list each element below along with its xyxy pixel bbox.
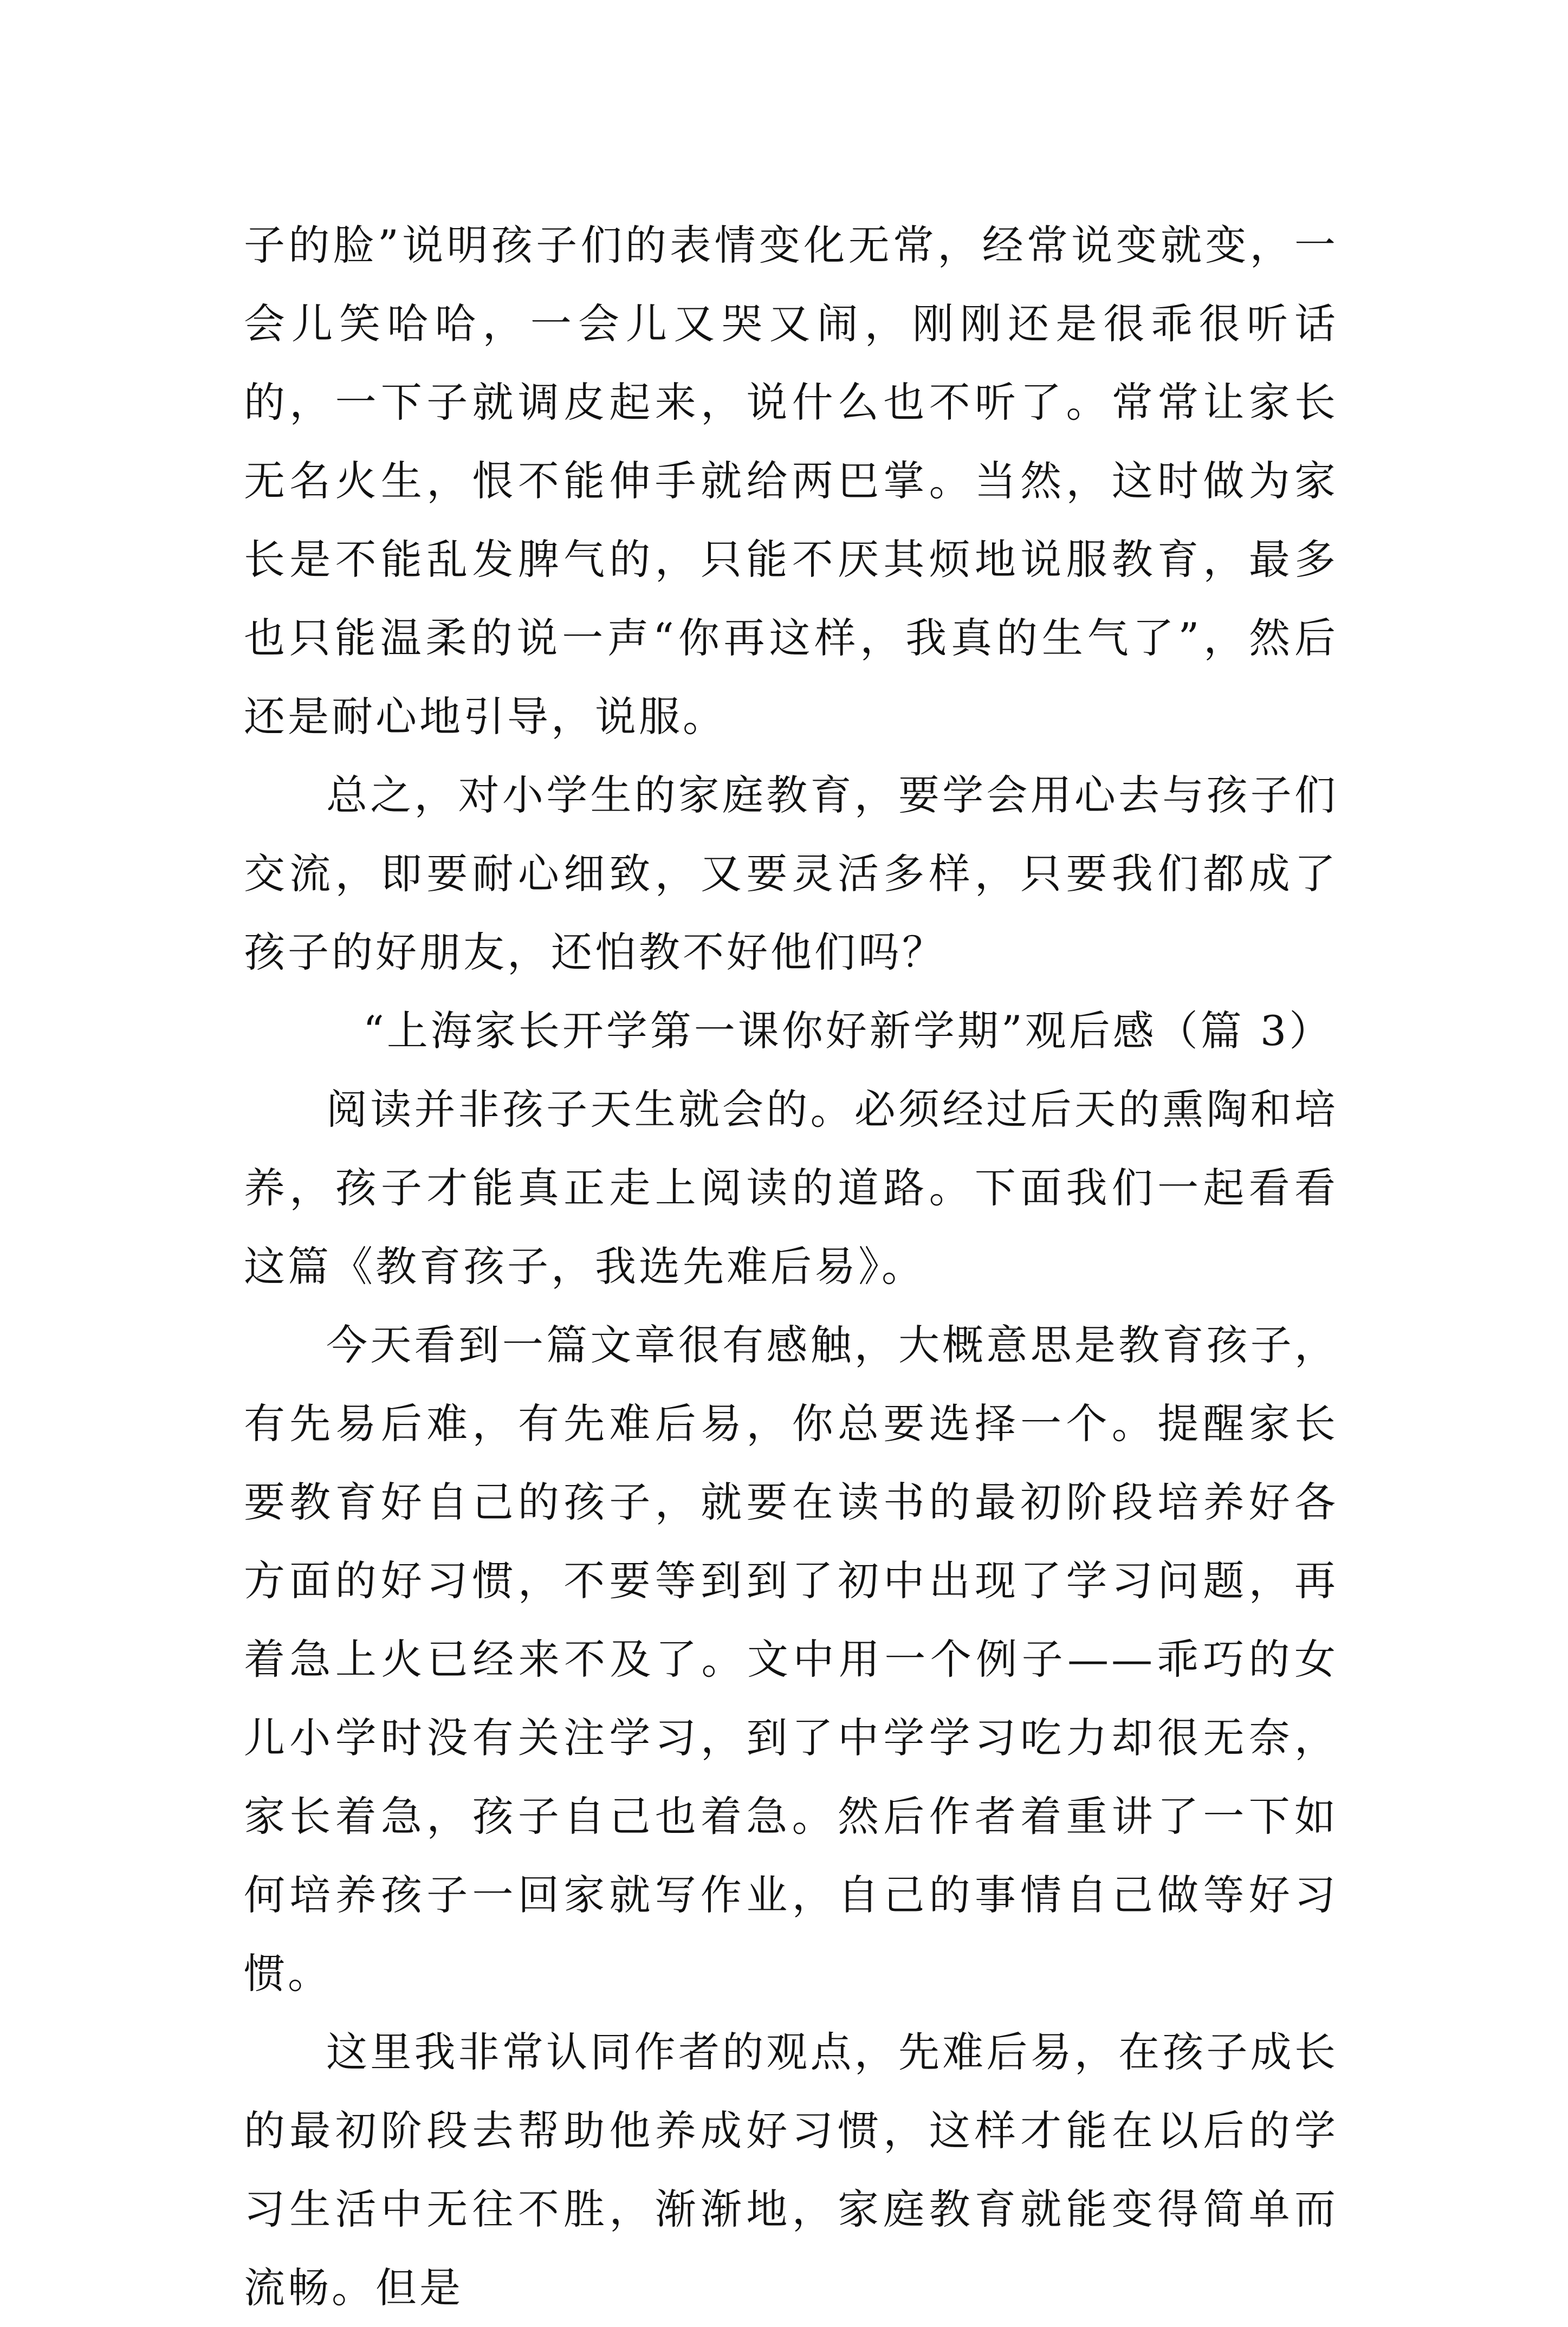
body-paragraph: 这里我非常认同作者的观点，先难后易，在孩子成长的最初阶段去帮助他养成好习惯，这样才能在以后的学习生活中无往不胜，渐渐地，家庭教育就能变得简单而流畅。但是: [244, 2028, 1338, 2312]
body-paragraph: 今天看到一篇文章很有感触，大概意思是教育孩子，有先易后难，有先难后易，你总要选择一个。提醒家长要教育好自己的孩子，就要在读书的最初阶段培养好各方面的好习惯，不要等到到了初中出现了学习问题，再着急上火已经来不及了。文中用一个例子——乖巧的女儿小学时没有关注学习，到了中学学习吃力却很无奈，家长着急，孩子自己也着急。然后作者着重讲了一下如何培养孩子一回家就写作业，自己的事情自己做等好习惯。: [244, 1321, 1338, 1998]
body-paragraph: 总之，对小学生的家庭教育，要学会用心去与孩子们交流，即要耐心细致，又要灵活多样，只要我们都成了孩子的好朋友，还怕教不好他们吗？: [244, 771, 1338, 976]
continuation-paragraph: 子的脸”说明孩子们的表情变化无常，经常说变就变，一会儿笑哈哈，一会儿又哭又闹，刚刚还是很乖很听话的，一下子就调皮起来，说什么也不听了。常常让家长无名火生，恨不能伸手就给两巴掌。当然，这时做为家长是不能乱发脾气的，只能不厌其烦地说服教育，最多也只能温柔的说一声“你再这样，我真的生气了”，然后还是耐心地引导，说服。: [244, 221, 1338, 741]
section-heading: “上海家长开学第一课你好新学期”观后感（篇 3）: [363, 1007, 1333, 1055]
body-paragraph: 阅读并非孩子天生就会的。必须经过后天的熏陶和培养，孩子才能真正走上阅读的道路。下面我们一起看看这篇《教育孩子，我选先难后易》。: [244, 1085, 1338, 1291]
document-body: [244, 206, 1338, 2327]
